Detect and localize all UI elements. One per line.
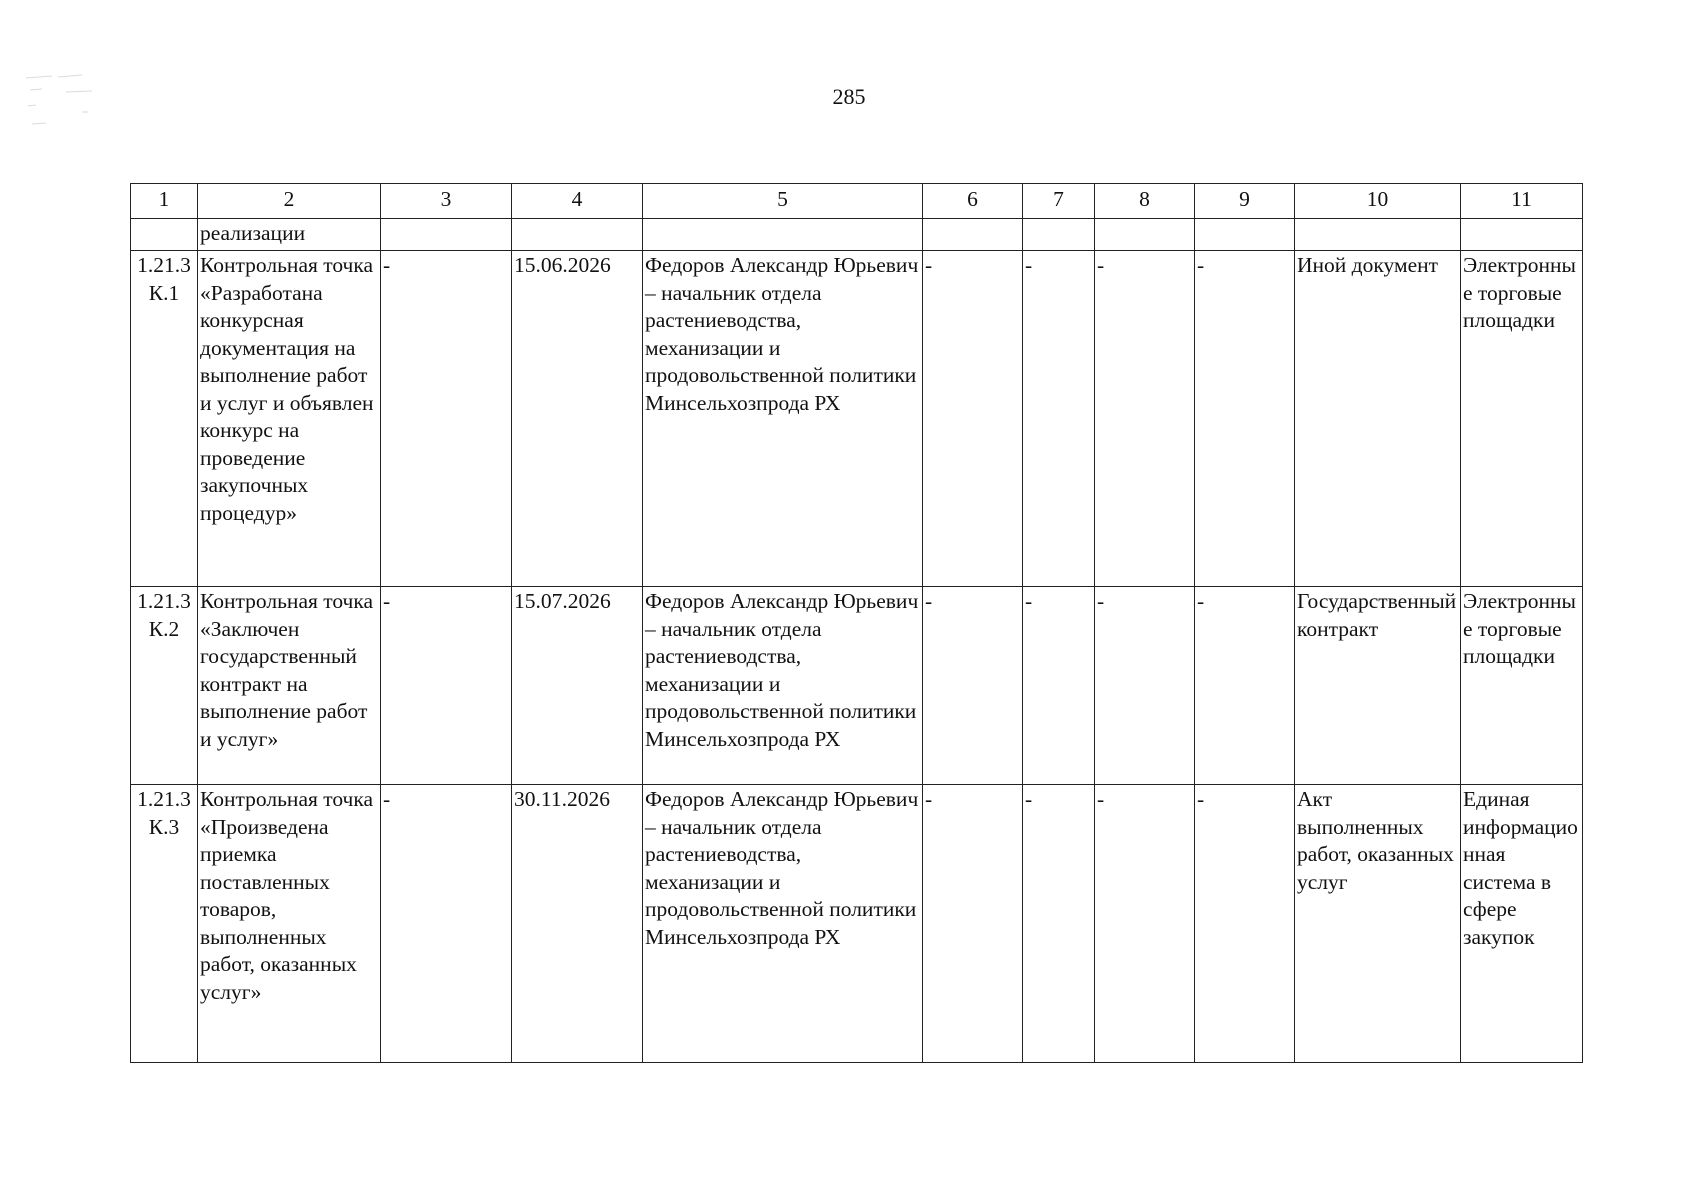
due-date: 30.11.2026 (512, 785, 643, 1063)
document-type: Иной документ (1295, 251, 1461, 587)
cell-col7: - (1023, 251, 1095, 587)
item-number: 1.21.3 К.1 (131, 251, 198, 587)
cell-col7: - (1023, 785, 1095, 1063)
continuation-text: реализации (198, 219, 381, 251)
cell-col9: - (1195, 785, 1295, 1063)
cell-col3: - (381, 785, 512, 1063)
responsible-person: Федоров Александр Юрьевич – начальник отдела растениеводства, механизации и продовольственной политики Минсельхозпрода РХ (643, 587, 923, 785)
cell-col6: - (923, 251, 1023, 587)
document-type: Акт выполненных работ, оказанных услуг (1295, 785, 1461, 1063)
cell-col7: - (1023, 587, 1095, 785)
document-type: Государственный контракт (1295, 587, 1461, 785)
table-row (131, 785, 1583, 1063)
responsible-person: Федоров Александр Юрьевич – начальник отдела растениеводства, механизации и продовольственной политики Минсельхозпрода РХ (643, 251, 923, 587)
due-date: 15.07.2026 (512, 587, 643, 785)
cell-col8: - (1095, 785, 1195, 1063)
column-header: 8 (1095, 184, 1195, 219)
column-header: 6 (923, 184, 1023, 219)
cell-col3: - (381, 587, 512, 785)
responsible-person: Федоров Александр Юрьевич – начальник отдела растениеводства, механизации и продовольственной политики Минсельхозпрода РХ (643, 785, 923, 1063)
column-header: 9 (1195, 184, 1295, 219)
table-row (131, 251, 1583, 587)
item-number: 1.21.3 К.3 (131, 785, 198, 1063)
item-name: Контрольная точка «Заключен государственный контракт на выполнение работ и услуг» (198, 587, 381, 785)
item-number: 1.21.3 К.2 (131, 587, 198, 785)
cell-col9: - (1195, 251, 1295, 587)
item-name: Контрольная точка «Произведена приемка поставленных товаров, выполненных работ, оказанных услуг» (198, 785, 381, 1063)
column-header: 3 (381, 184, 512, 219)
cell-col6: - (923, 785, 1023, 1063)
table-row (131, 587, 1583, 785)
column-header: 1 (131, 184, 198, 219)
cell-col8: - (1095, 587, 1195, 785)
column-number-row (131, 184, 1583, 219)
information-system: Единая информационная система в сфере закупок (1461, 785, 1583, 1063)
due-date: 15.06.2026 (512, 251, 643, 587)
item-name: Контрольная точка «Разработана конкурсная документация на выполнение работ и услуг и объявлен конкурс на проведение закупочных процедур» (198, 251, 381, 587)
cell-col8: - (1095, 251, 1195, 587)
continuation-row (131, 219, 1583, 251)
cell-col9: - (1195, 587, 1295, 785)
column-header: 5 (643, 184, 923, 219)
page-number: 285 (832, 84, 866, 109)
cell-col3: - (381, 251, 512, 587)
column-header: 11 (1461, 184, 1583, 219)
column-header: 10 (1295, 184, 1461, 219)
column-header: 7 (1023, 184, 1095, 219)
data-table (130, 183, 1583, 1063)
column-header: 4 (512, 184, 643, 219)
information-system: Электронные торговые площадки (1461, 251, 1583, 587)
column-header: 2 (198, 184, 381, 219)
cell-col6: - (923, 587, 1023, 785)
information-system: Электронные торговые площадки (1461, 587, 1583, 785)
